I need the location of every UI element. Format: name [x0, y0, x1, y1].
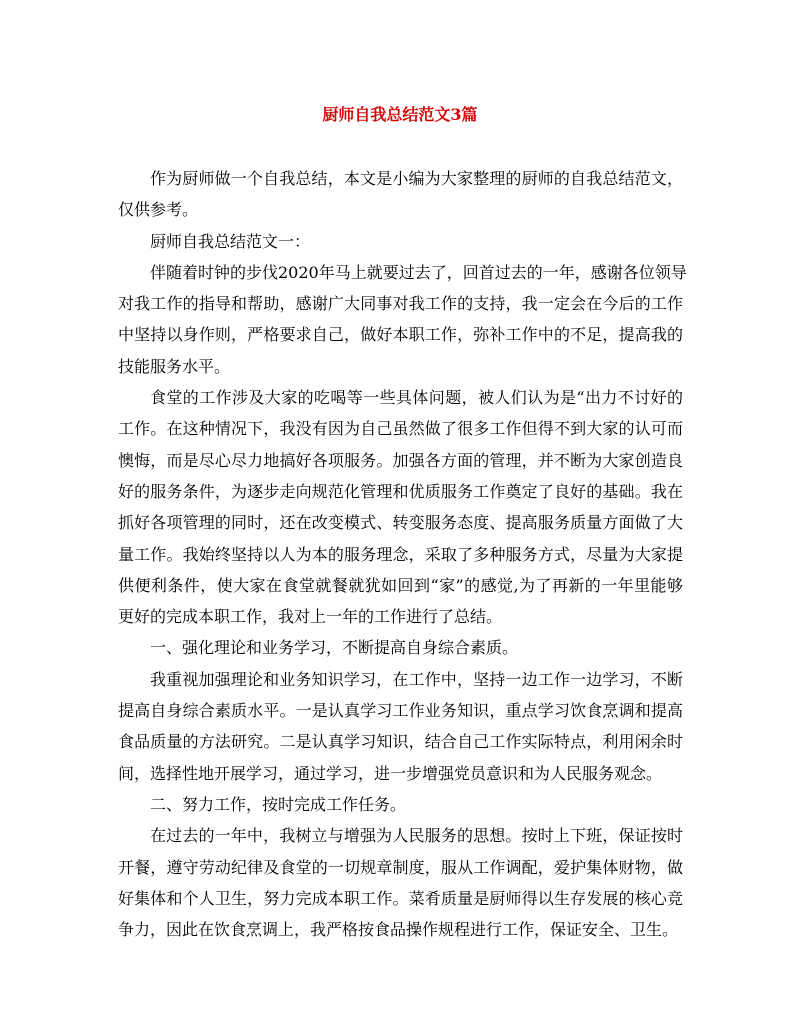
paragraph-line: 间，选择性地开展学习，通过学习，进一步增强党员意识和为人民服务观念。 — [118, 763, 663, 783]
paragraph-line: 争力，因此在饮食烹调上，我严格按食品操作规程进行工作，保证安全、卫生。 — [118, 920, 679, 940]
section-heading: 二、努力工作，按时完成工作任务。 — [150, 794, 407, 814]
paragraph-line: 提高自身综合素质水平。一是认真学习工作业务知识，重点学习饮食烹调和提高 — [118, 701, 683, 721]
paragraph-line: 懊悔，而是尽心尽力地搞好各项服务。加强各方面的管理，并不断为大家创造良 — [118, 450, 683, 470]
section-heading: 厨师自我总结范文一： — [150, 231, 311, 251]
paragraph-line: 技能服务水平。 — [118, 356, 231, 376]
paragraph-line: 对我工作的指导和帮助，感谢广大同事对我工作的支持，我一定会在今后的工作 — [118, 294, 683, 314]
paragraph-line: 开餐，遵守劳动纪律及食堂的一切规章制度，服从工作调配，爱护集体财物，做 — [118, 857, 683, 877]
paragraph-line: 好的服务条件，为逐步走向规范化管理和优质服务工作奠定了良好的基础。我在 — [118, 481, 683, 501]
paragraph-line: 工作。在这种情况下，我没有因为自己虽然做了很多工作但得不到大家的认可而 — [118, 419, 683, 439]
paragraph-line: 仅供参考。 — [118, 200, 199, 220]
paragraph-line: 食堂的工作涉及大家的吃喝等一些具体问题，被人们认为是“出力不讨好的 — [150, 388, 683, 408]
paragraph-line: 更好的完成本职工作，我对上一年的工作进行了总结。 — [118, 607, 503, 627]
section-heading: 一、强化理论和业务学习，不断提高自身综合素质。 — [150, 638, 519, 658]
document-title: 厨师自我总结范文3篇 — [322, 105, 478, 124]
paragraph-line: 作为厨师做一个自我总结，本文是小编为大家整理的厨师的自我总结范文， — [150, 169, 683, 188]
paragraph-line: 我重视加强理论和业务知识学习，在工作中，坚持一边工作一边学习，不断 — [150, 669, 683, 689]
document-body — [118, 163, 687, 945]
paragraph-line: 在过去的一年中，我树立与增强为人民服务的思想。按时上下班，保证按时 — [150, 826, 683, 846]
paragraph-line: 伴随着时钟的步伐2020年马上就要过去了，回首过去的一年，感谢各位领导 — [150, 262, 687, 282]
paragraph-line: 中坚持以身作则，严格要求自己，做好本职工作，弥补工作中的不足，提高我的 — [118, 325, 683, 345]
paragraph-line: 量工作。我始终坚持以人为本的服务理念，采取了多种服务方式，尽量为大家提 — [118, 544, 683, 564]
paragraph-line: 供便利条件，使大家在食堂就餐就犹如回到“家”的感觉,为了再新的一年里能够 — [118, 575, 683, 595]
paragraph-line: 好集体和个人卫生，努力完成本职工作。菜肴质量是厨师得以生存发展的核心竞 — [118, 888, 683, 908]
paragraph-line: 抓好各项管理的同时，还在改变模式、转变服务态度、提高服务质量方面做了大 — [118, 513, 683, 533]
paragraph-line: 食品质量的方法研究。二是认真学习知识，结合自己工作实际特点，利用闲余时 — [118, 732, 683, 752]
